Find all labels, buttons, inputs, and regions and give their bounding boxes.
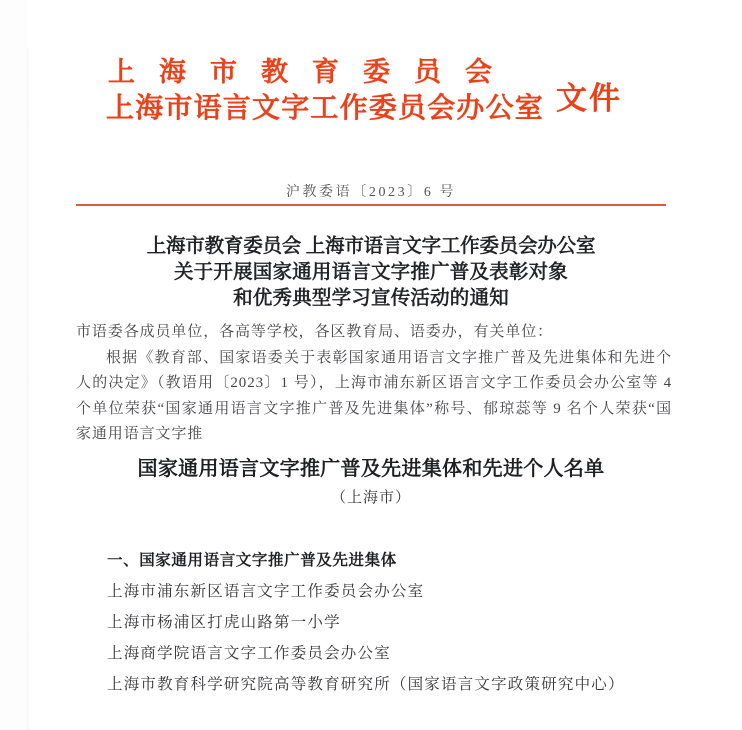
document-number: 沪教委语〔2023〕6 号 (285, 185, 457, 200)
red-separator-rule (76, 204, 666, 206)
body-salutation: 市语委各成员单位，各高等学校，各区教育局、语委办，有关单位： (76, 324, 554, 340)
body-paragraph-1: 根据《教育部、国家语委关于表彰国家通用语言文字推广普及先进集体和先进个人的决定》（教语用〔2023〕1 号），上海市浦东新区语言文字工作委员会办公室等 4 个单位荣获“国家通用语言文字推广普及先进集体”称号、郁琼蕊等 9 名个人荣获“国家通用语言文字推 (76, 349, 672, 443)
letterhead (0, 48, 742, 128)
letterhead-document-badge: 文件 (556, 81, 622, 116)
letterhead-line-1: 上海市教育委员会 (108, 57, 516, 87)
awards-list (76, 545, 672, 700)
list-item: 上海商学院语言文字工作委员会办公室 (107, 645, 391, 662)
list-item: 上海市浦东新区语言文字工作委员会办公室 (107, 583, 425, 600)
page-title-line-3: 和优秀典型学习宣传活动的通知 (233, 288, 509, 309)
awards-category-title: 一、国家通用语言文字推广普及先进集体 (107, 552, 397, 569)
body-text (76, 320, 672, 448)
page-title (71, 234, 671, 312)
section-subheading: （上海市） (330, 490, 411, 506)
page-title-line-2: 关于开展国家通用语言文字推广普及表彰对象 (173, 262, 568, 283)
scan-edge-line (27, 48, 29, 730)
section-heading: 国家通用语言文字推广普及先进集体和先进个人名单 (137, 458, 605, 480)
page-title-line-1: 上海市教育委员会 上海市语言文字工作委员会办公室 (146, 236, 596, 257)
list-item: 上海市教育科学研究院高等教育研究所（国家语言文字政策研究中心） (107, 676, 625, 693)
letterhead-line-2: 上海市语言文字工作委员会办公室 (106, 93, 545, 124)
list-item: 上海市杨浦区打虎山路第一小学 (107, 614, 341, 631)
